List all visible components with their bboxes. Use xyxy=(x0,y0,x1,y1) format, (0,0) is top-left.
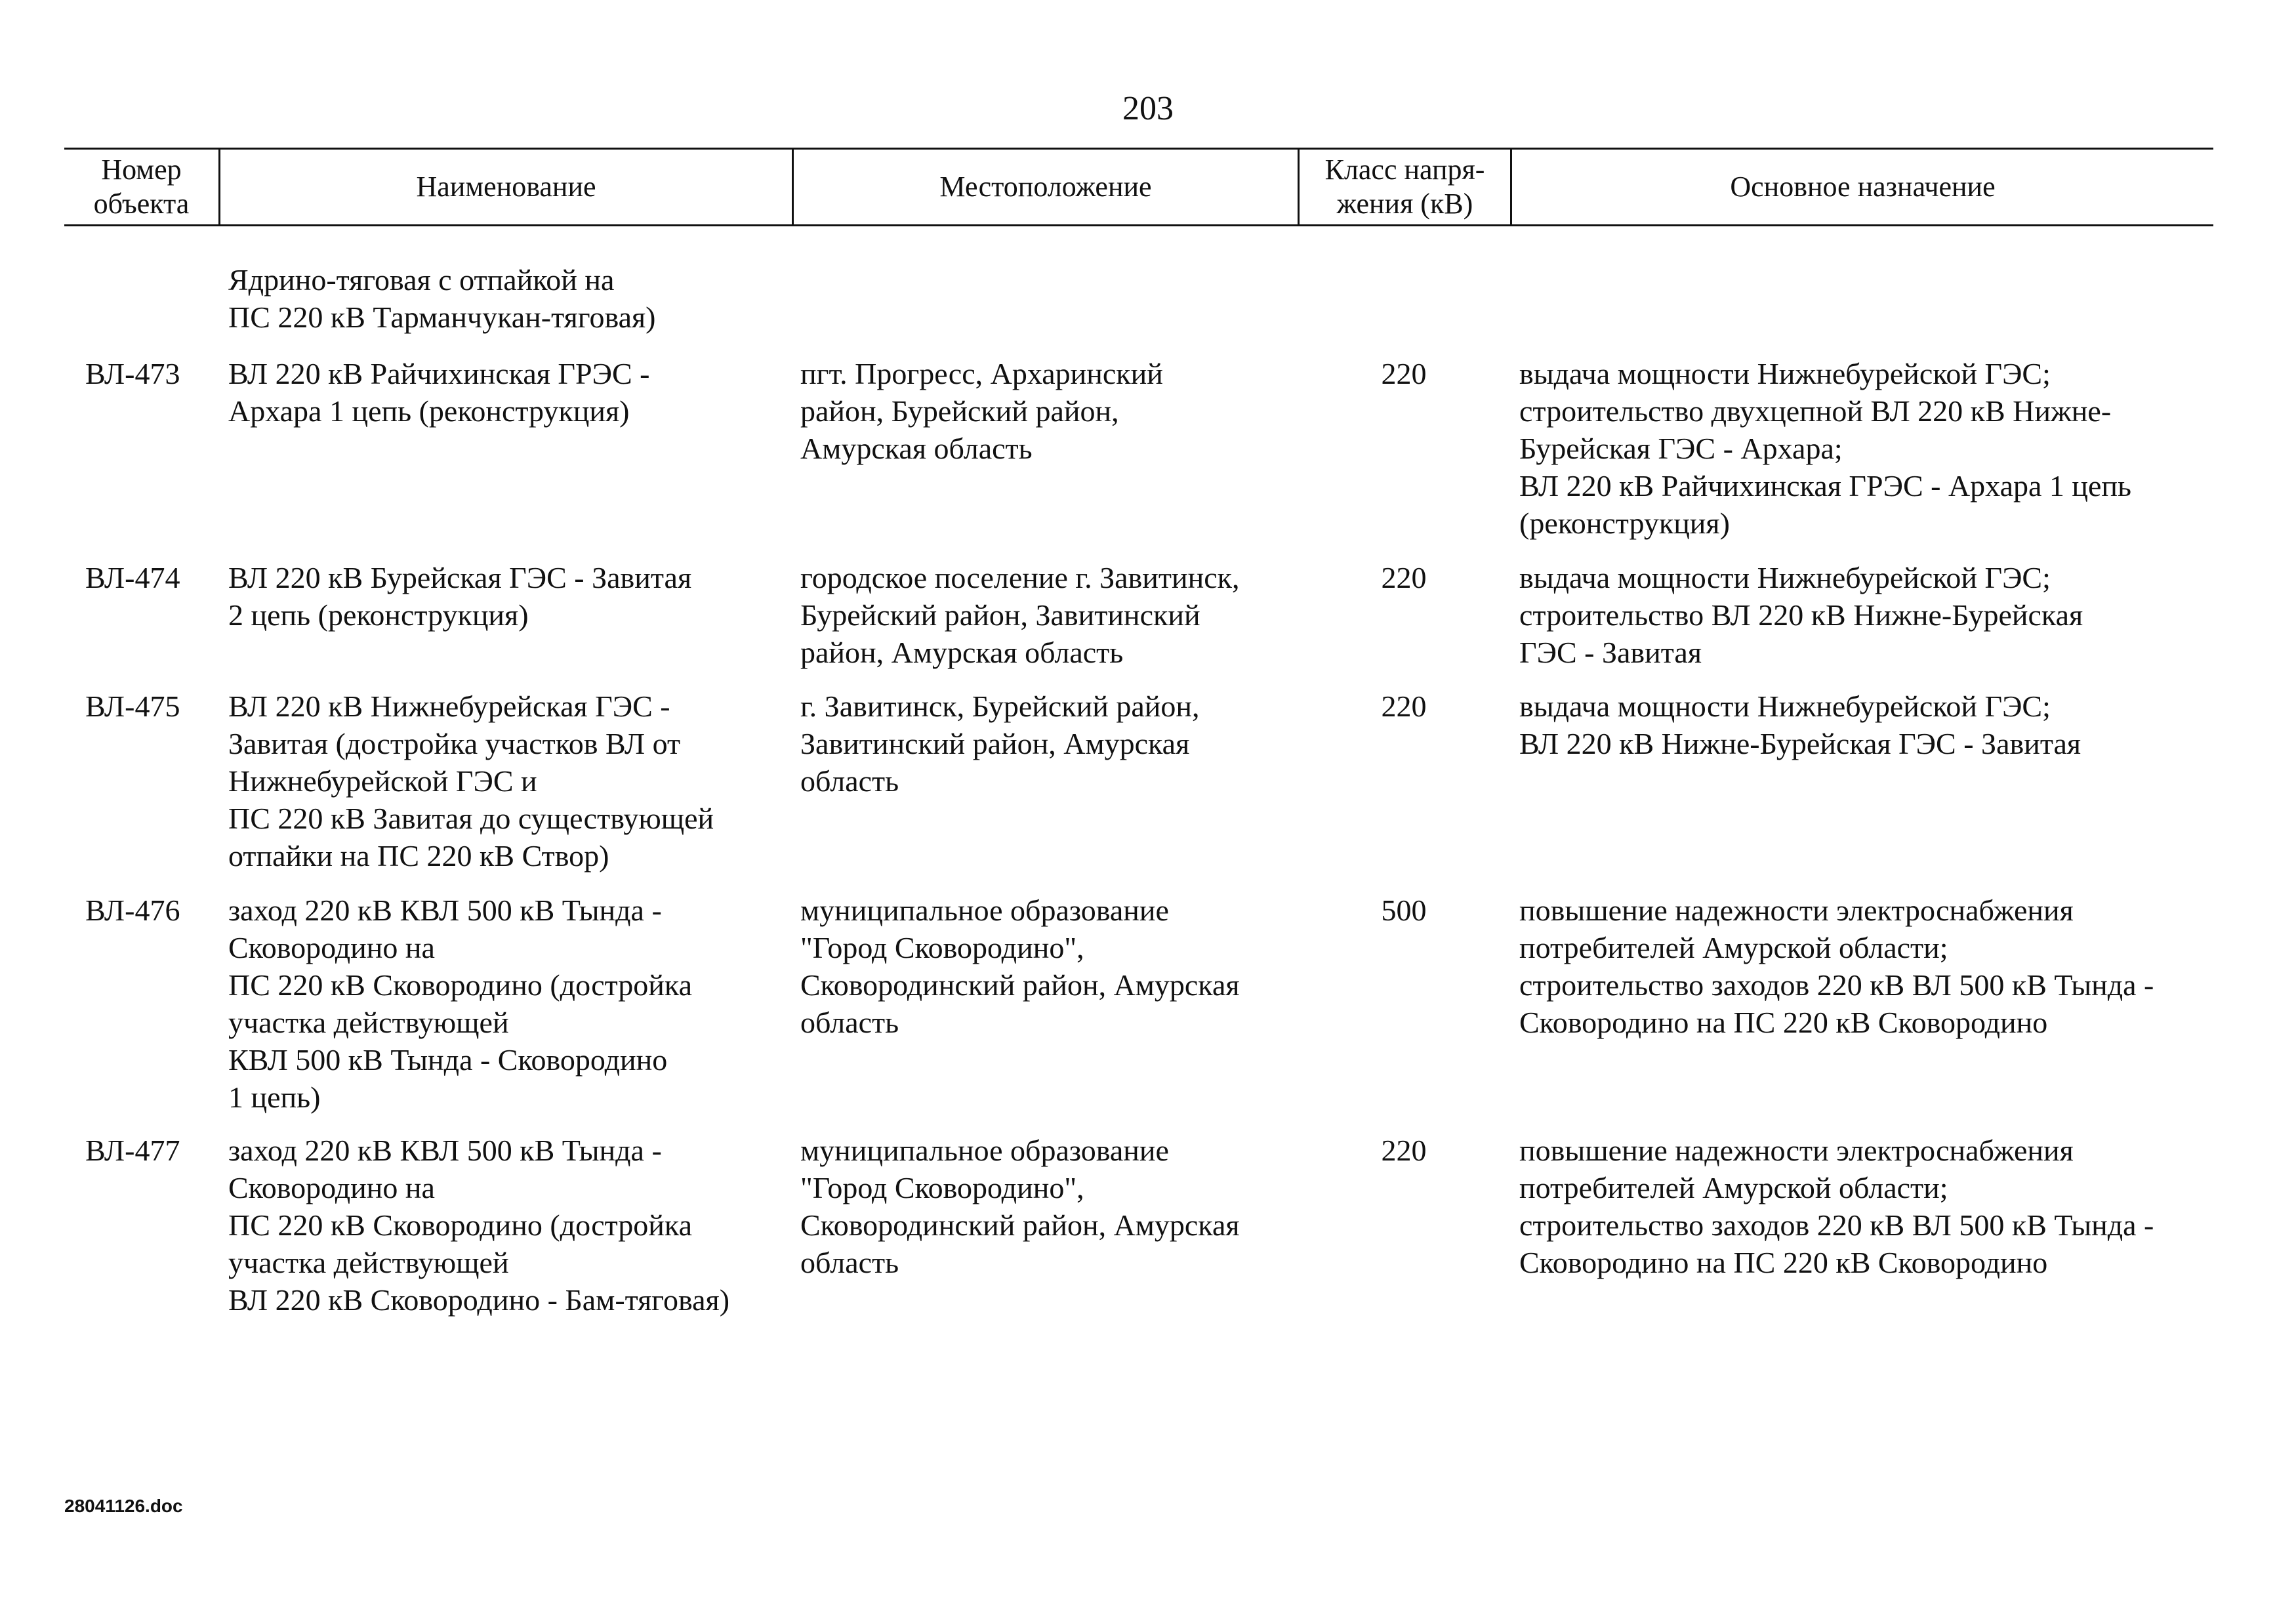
text-line: Сковородино на xyxy=(228,931,435,964)
text-line: заход 220 кВ КВЛ 500 кВ Тында - xyxy=(228,893,662,927)
header-cell-name xyxy=(220,150,792,224)
text-line: КВЛ 500 кВ Тында - Сковородино xyxy=(228,1043,668,1077)
text-line: Сковородино на ПС 220 кВ Сковородино xyxy=(1519,1006,2048,1039)
text-line: ВЛ-473 xyxy=(85,357,180,390)
row-number xyxy=(85,892,180,929)
header-name-label: Наименование xyxy=(416,171,596,203)
row-location xyxy=(800,688,1200,800)
text-line: ВЛ-476 xyxy=(85,893,180,927)
text-line: область xyxy=(800,1246,899,1279)
text-line: область xyxy=(800,764,899,798)
text-line: Сковородинский район, Амурская xyxy=(800,968,1240,1002)
text-line: 220 xyxy=(1381,561,1427,594)
text-line: ВЛ 220 кВ Райчихинская ГРЭС - xyxy=(228,357,650,390)
row-voltage xyxy=(1305,1132,1502,1169)
text-line: строительство двухцепной ВЛ 220 кВ Нижне- xyxy=(1519,394,2112,428)
header-cell-voltage xyxy=(1300,150,1510,224)
text-line: ПС 220 кВ Сковородино (достройка xyxy=(228,968,692,1002)
row-purpose xyxy=(1519,688,2081,762)
text-line: "Город Сковородино", xyxy=(800,931,1084,964)
text-line: ВЛ 220 кВ Бурейская ГЭС - Завитая xyxy=(228,561,692,594)
row-purpose xyxy=(1519,355,2131,542)
text-line: Завитая (достройка участков ВЛ от xyxy=(228,727,681,760)
row-number xyxy=(85,1132,180,1169)
text-line: отпайки на ПС 220 кВ Створ) xyxy=(228,839,609,873)
row-voltage xyxy=(1305,559,1502,596)
row-name xyxy=(228,1132,729,1319)
row-purpose xyxy=(1519,892,2154,1041)
row-voltage xyxy=(1305,892,1502,929)
text-line: Архара 1 цепь (реконструкция) xyxy=(228,394,630,428)
text-line: Сковородино на ПС 220 кВ Сковородино xyxy=(1519,1246,2048,1279)
text-line: Бурейская ГЭС - Архара; xyxy=(1519,432,1843,465)
text-line: Амурская область xyxy=(800,432,1033,465)
text-line: ВЛ 220 кВ Нижне-Бурейская ГЭС - Завитая xyxy=(1519,727,2081,760)
text-line: повышение надежности электроснабжения xyxy=(1519,1134,2074,1167)
text-line: ВЛ-474 xyxy=(85,561,180,594)
text-line: Бурейский район, Завитинский xyxy=(800,598,1200,632)
text-line: Завитинский район, Амурская xyxy=(800,727,1190,760)
text-line: ВЛ-475 xyxy=(85,689,180,723)
text-line: 220 xyxy=(1381,357,1427,390)
text-line: строительство ВЛ 220 кВ Нижне-Бурейская xyxy=(1519,598,2083,632)
text-line: область xyxy=(800,1006,899,1039)
text-line: ВЛ 220 кВ Нижнебурейская ГЭС - xyxy=(228,689,670,723)
text-line: "Город Сковородино", xyxy=(800,1171,1084,1204)
text-line: ГЭС - Завитая xyxy=(1519,636,1702,669)
row-name xyxy=(228,559,691,634)
row-number xyxy=(85,688,180,725)
text-line: 220 xyxy=(1381,1134,1427,1167)
text-line: участка действующей xyxy=(228,1006,509,1039)
text-line: заход 220 кВ КВЛ 500 кВ Тында - xyxy=(228,1134,662,1167)
row-purpose xyxy=(1519,1132,2154,1281)
text-line: повышение надежности электроснабжения xyxy=(1519,893,2074,927)
text-line: Нижнебурейской ГЭС и xyxy=(228,764,537,798)
text-line: выдача мощности Нижнебурейской ГЭС; xyxy=(1519,561,2051,594)
text-line: строительство заходов 220 кВ ВЛ 500 кВ Тында - xyxy=(1519,968,2154,1002)
text-line: выдача мощности Нижнебурейской ГЭС; xyxy=(1519,357,2051,390)
text-line: ВЛ 220 кВ Сковородино - Бам-тяговая) xyxy=(228,1283,730,1317)
header-bottom-rule xyxy=(64,224,2213,226)
row-location xyxy=(800,559,1239,671)
continuation-name xyxy=(228,261,655,336)
header-purpose-label: Основное назначение xyxy=(1730,171,1996,203)
text-line: г. Завитинск, Бурейский район, xyxy=(800,689,1200,723)
text-line: Сковородинский район, Амурская xyxy=(800,1208,1240,1242)
header-cell-location xyxy=(794,150,1298,224)
header-voltage-line: Класс напря- xyxy=(1324,154,1485,186)
text-line: 1 цепь) xyxy=(228,1080,321,1114)
text-line: район, Амурская область xyxy=(800,636,1124,669)
row-voltage xyxy=(1305,355,1502,392)
text-line: ВЛ 220 кВ Райчихинская ГРЭС - Архара 1 цепь xyxy=(1519,469,2132,503)
text-line: ПС 220 кВ Завитая до существующей xyxy=(228,802,714,835)
row-voltage xyxy=(1305,688,1502,725)
text-line: район, Бурейский район, xyxy=(800,394,1119,428)
row-name xyxy=(228,355,649,430)
text-line: городское поселение г. Завитинск, xyxy=(800,561,1240,594)
header-cell-purpose xyxy=(1512,150,2213,224)
text-line: строительство заходов 220 кВ ВЛ 500 кВ Тында - xyxy=(1519,1208,2154,1242)
text-line: ВЛ-477 xyxy=(85,1134,180,1167)
text-line: 2 цепь (реконструкция) xyxy=(228,598,529,632)
text-line: участка действующей xyxy=(228,1246,509,1279)
page-number: 203 xyxy=(1122,90,1174,127)
text-line: муниципальное образование xyxy=(800,1134,1169,1167)
text-line: Ядрино-тяговая с отпайкой на xyxy=(228,263,615,297)
row-number xyxy=(85,559,180,596)
row-name xyxy=(228,688,714,874)
row-number xyxy=(85,355,180,392)
text-line: Сковородино на xyxy=(228,1171,435,1204)
text-line: потребителей Амурской области; xyxy=(1519,931,1948,964)
text-line: ПС 220 кВ Тарманчукан-тяговая) xyxy=(228,300,656,334)
text-line: пгт. Прогресс, Архаринский xyxy=(800,357,1163,390)
text-line: 500 xyxy=(1381,893,1427,927)
text-line: потребителей Амурской области; xyxy=(1519,1171,1948,1204)
text-line: 220 xyxy=(1381,689,1427,723)
row-location xyxy=(800,892,1240,1041)
header-voltage-line: жения (кВ) xyxy=(1336,188,1473,220)
header-number-line: Номер xyxy=(101,154,182,186)
row-location xyxy=(800,355,1163,467)
text-line: ПС 220 кВ Сковородино (достройка xyxy=(228,1208,692,1242)
footer-filename: 28041126.doc xyxy=(64,1496,183,1516)
row-purpose xyxy=(1519,559,2083,671)
text-line: муниципальное образование xyxy=(800,893,1169,927)
text-line: выдача мощности Нижнебурейской ГЭС; xyxy=(1519,689,2051,723)
text-line: (реконструкция) xyxy=(1519,506,1730,540)
header-number-line: объекта xyxy=(93,188,190,220)
header-cell-number xyxy=(64,150,218,224)
header-location-label: Местоположение xyxy=(939,171,1152,203)
row-location xyxy=(800,1132,1240,1281)
row-name xyxy=(228,892,692,1116)
